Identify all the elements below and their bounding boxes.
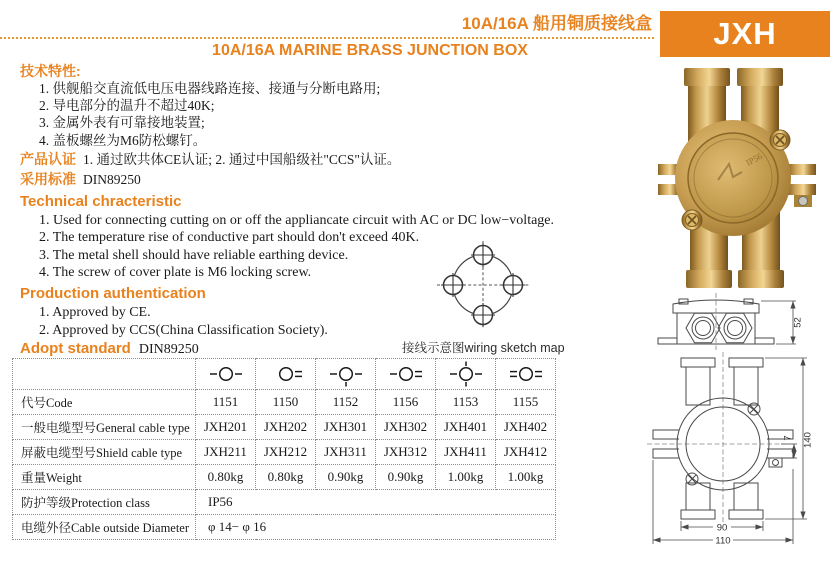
list-item: 2. The temperature rise of conductive part should don't exceed 40K. bbox=[39, 230, 420, 246]
spec-table bbox=[12, 358, 556, 540]
header-dotted-rule bbox=[0, 37, 656, 39]
table-cell: JXH211 bbox=[196, 440, 256, 465]
dimension-label: 110 bbox=[715, 535, 731, 547]
table-cell: JXH202 bbox=[256, 415, 316, 440]
dimension-label: 52 bbox=[792, 317, 804, 328]
wiring-sketch-diagram bbox=[425, 240, 541, 332]
section-heading-auth-en: Production authentication bbox=[20, 285, 206, 303]
section-heading-std-cn: 采用标准 bbox=[20, 170, 76, 187]
port-symbol-four-way-icon bbox=[436, 359, 496, 390]
section-heading-std-en: Adopt standard bbox=[20, 340, 131, 358]
list-item: 3. 金属外表有可靠接地装置; bbox=[39, 115, 205, 131]
table-corner-cell bbox=[13, 359, 196, 390]
table-row-symbols bbox=[13, 359, 556, 390]
wiring-sketch-caption: 接线示意图wiring sketch map bbox=[402, 341, 565, 355]
table-cell: JXH302 bbox=[376, 415, 436, 440]
table-cell: 0.80kg bbox=[256, 465, 316, 490]
drawing-side-view bbox=[648, 292, 806, 354]
table-cell-diameter: φ 14− φ 16 bbox=[196, 515, 556, 540]
model-badge: JXH bbox=[660, 11, 830, 57]
table-cell: 1152 bbox=[316, 390, 376, 415]
table-cell: JXH312 bbox=[376, 440, 436, 465]
section-heading-cert-cn: 产品认证 bbox=[20, 150, 76, 167]
table-row-weight bbox=[13, 465, 556, 490]
drawing-front-view bbox=[645, 352, 815, 548]
port-symbol-one-way-shield-icon bbox=[256, 359, 316, 390]
dimension-label: 90 bbox=[716, 522, 728, 534]
list-item: 2. 导电部分的温升不超过40K; bbox=[39, 98, 215, 114]
row-header: 电缆外径Cable outside Diameter bbox=[13, 515, 196, 540]
port-symbol-three-way-icon bbox=[316, 359, 376, 390]
row-header: 代号Code bbox=[13, 390, 196, 415]
table-cell: 1151 bbox=[196, 390, 256, 415]
dimension-label: 140 bbox=[802, 432, 814, 448]
table-row-shield-cable bbox=[13, 440, 556, 465]
table-cell: JXH401 bbox=[436, 415, 496, 440]
section-heading-tech-en: Technical chracteristic bbox=[20, 192, 182, 210]
section-heading-tech-cn: 技术特性: bbox=[20, 63, 81, 79]
list-item: 4. The screw of cover plate is M6 locking screw. bbox=[39, 265, 312, 281]
row-header: 屏蔽电缆型号Shield cable type bbox=[13, 440, 196, 465]
product-certification-line bbox=[20, 149, 648, 169]
row-header: 防护等级Protection class bbox=[13, 490, 196, 515]
port-symbol-double-shield-icon bbox=[496, 359, 556, 390]
dimension-label: 7 bbox=[782, 435, 794, 441]
table-cell: 0.90kg bbox=[376, 465, 436, 490]
table-cell: 1153 bbox=[436, 390, 496, 415]
list-item: 2. Approved by CCS(China Classification Society). bbox=[39, 322, 328, 338]
table-cell: JXH301 bbox=[316, 415, 376, 440]
table-row-diameter bbox=[13, 515, 556, 540]
table-cell: JXH311 bbox=[316, 440, 376, 465]
table-cell: JXH212 bbox=[256, 440, 316, 465]
row-header: 一般电缆型号General cable type bbox=[13, 415, 196, 440]
stamp-text: IP56 bbox=[744, 150, 764, 168]
table-row-code bbox=[13, 390, 556, 415]
row-header: 重量Weight bbox=[13, 465, 196, 490]
table-row-general-cable bbox=[13, 415, 556, 440]
list-item: 4. 盖板螺丝为M6防松螺钉。 bbox=[39, 132, 207, 148]
std-cn-text: DIN89250 bbox=[83, 171, 141, 187]
table-cell: JXH411 bbox=[436, 440, 496, 465]
cert-cn-text: 1. 通过欧共体CE认证; 2. 通过中国船级社"CCS"认证。 bbox=[83, 151, 401, 167]
table-cell: JXH402 bbox=[496, 415, 556, 440]
port-symbol-two-way-shield-icon bbox=[376, 359, 436, 390]
table-cell: 1.00kg bbox=[496, 465, 556, 490]
table-cell: 0.80kg bbox=[196, 465, 256, 490]
table-row-protection bbox=[13, 490, 556, 515]
table-cell: JXH201 bbox=[196, 415, 256, 440]
table-cell: 1156 bbox=[376, 390, 436, 415]
table-cell: 1.00kg bbox=[436, 465, 496, 490]
page-title-english: 10A/16A MARINE BRASS JUNCTION BOX bbox=[212, 42, 528, 59]
std-en-text: DIN89250 bbox=[138, 342, 199, 358]
table-cell: 1155 bbox=[496, 390, 556, 415]
list-item: 3. The metal shell should have reliable earthing device. bbox=[39, 247, 349, 263]
page-title-chinese: 10A/16A 船用铜质接线盒 bbox=[461, 14, 652, 33]
product-photo bbox=[658, 58, 830, 290]
adopt-standard-cn-line bbox=[20, 169, 648, 189]
table-cell-protection: IP56 bbox=[196, 490, 556, 515]
port-symbol-two-way-icon bbox=[196, 359, 256, 390]
wiring-sketch-figure bbox=[402, 240, 564, 356]
list-item: 1. Used for connecting cutting on or off the appliancate circuit with AC or DC low−voltage. bbox=[39, 212, 555, 228]
table-cell: JXH412 bbox=[496, 440, 556, 465]
list-item: 1. Approved by CE. bbox=[39, 305, 151, 321]
list-item: 1. 供舰船交直流低电压电器线路连接、接通与分断电路用; bbox=[39, 81, 381, 96]
table-cell: 0.90kg bbox=[316, 465, 376, 490]
table-cell: 1150 bbox=[256, 390, 316, 415]
